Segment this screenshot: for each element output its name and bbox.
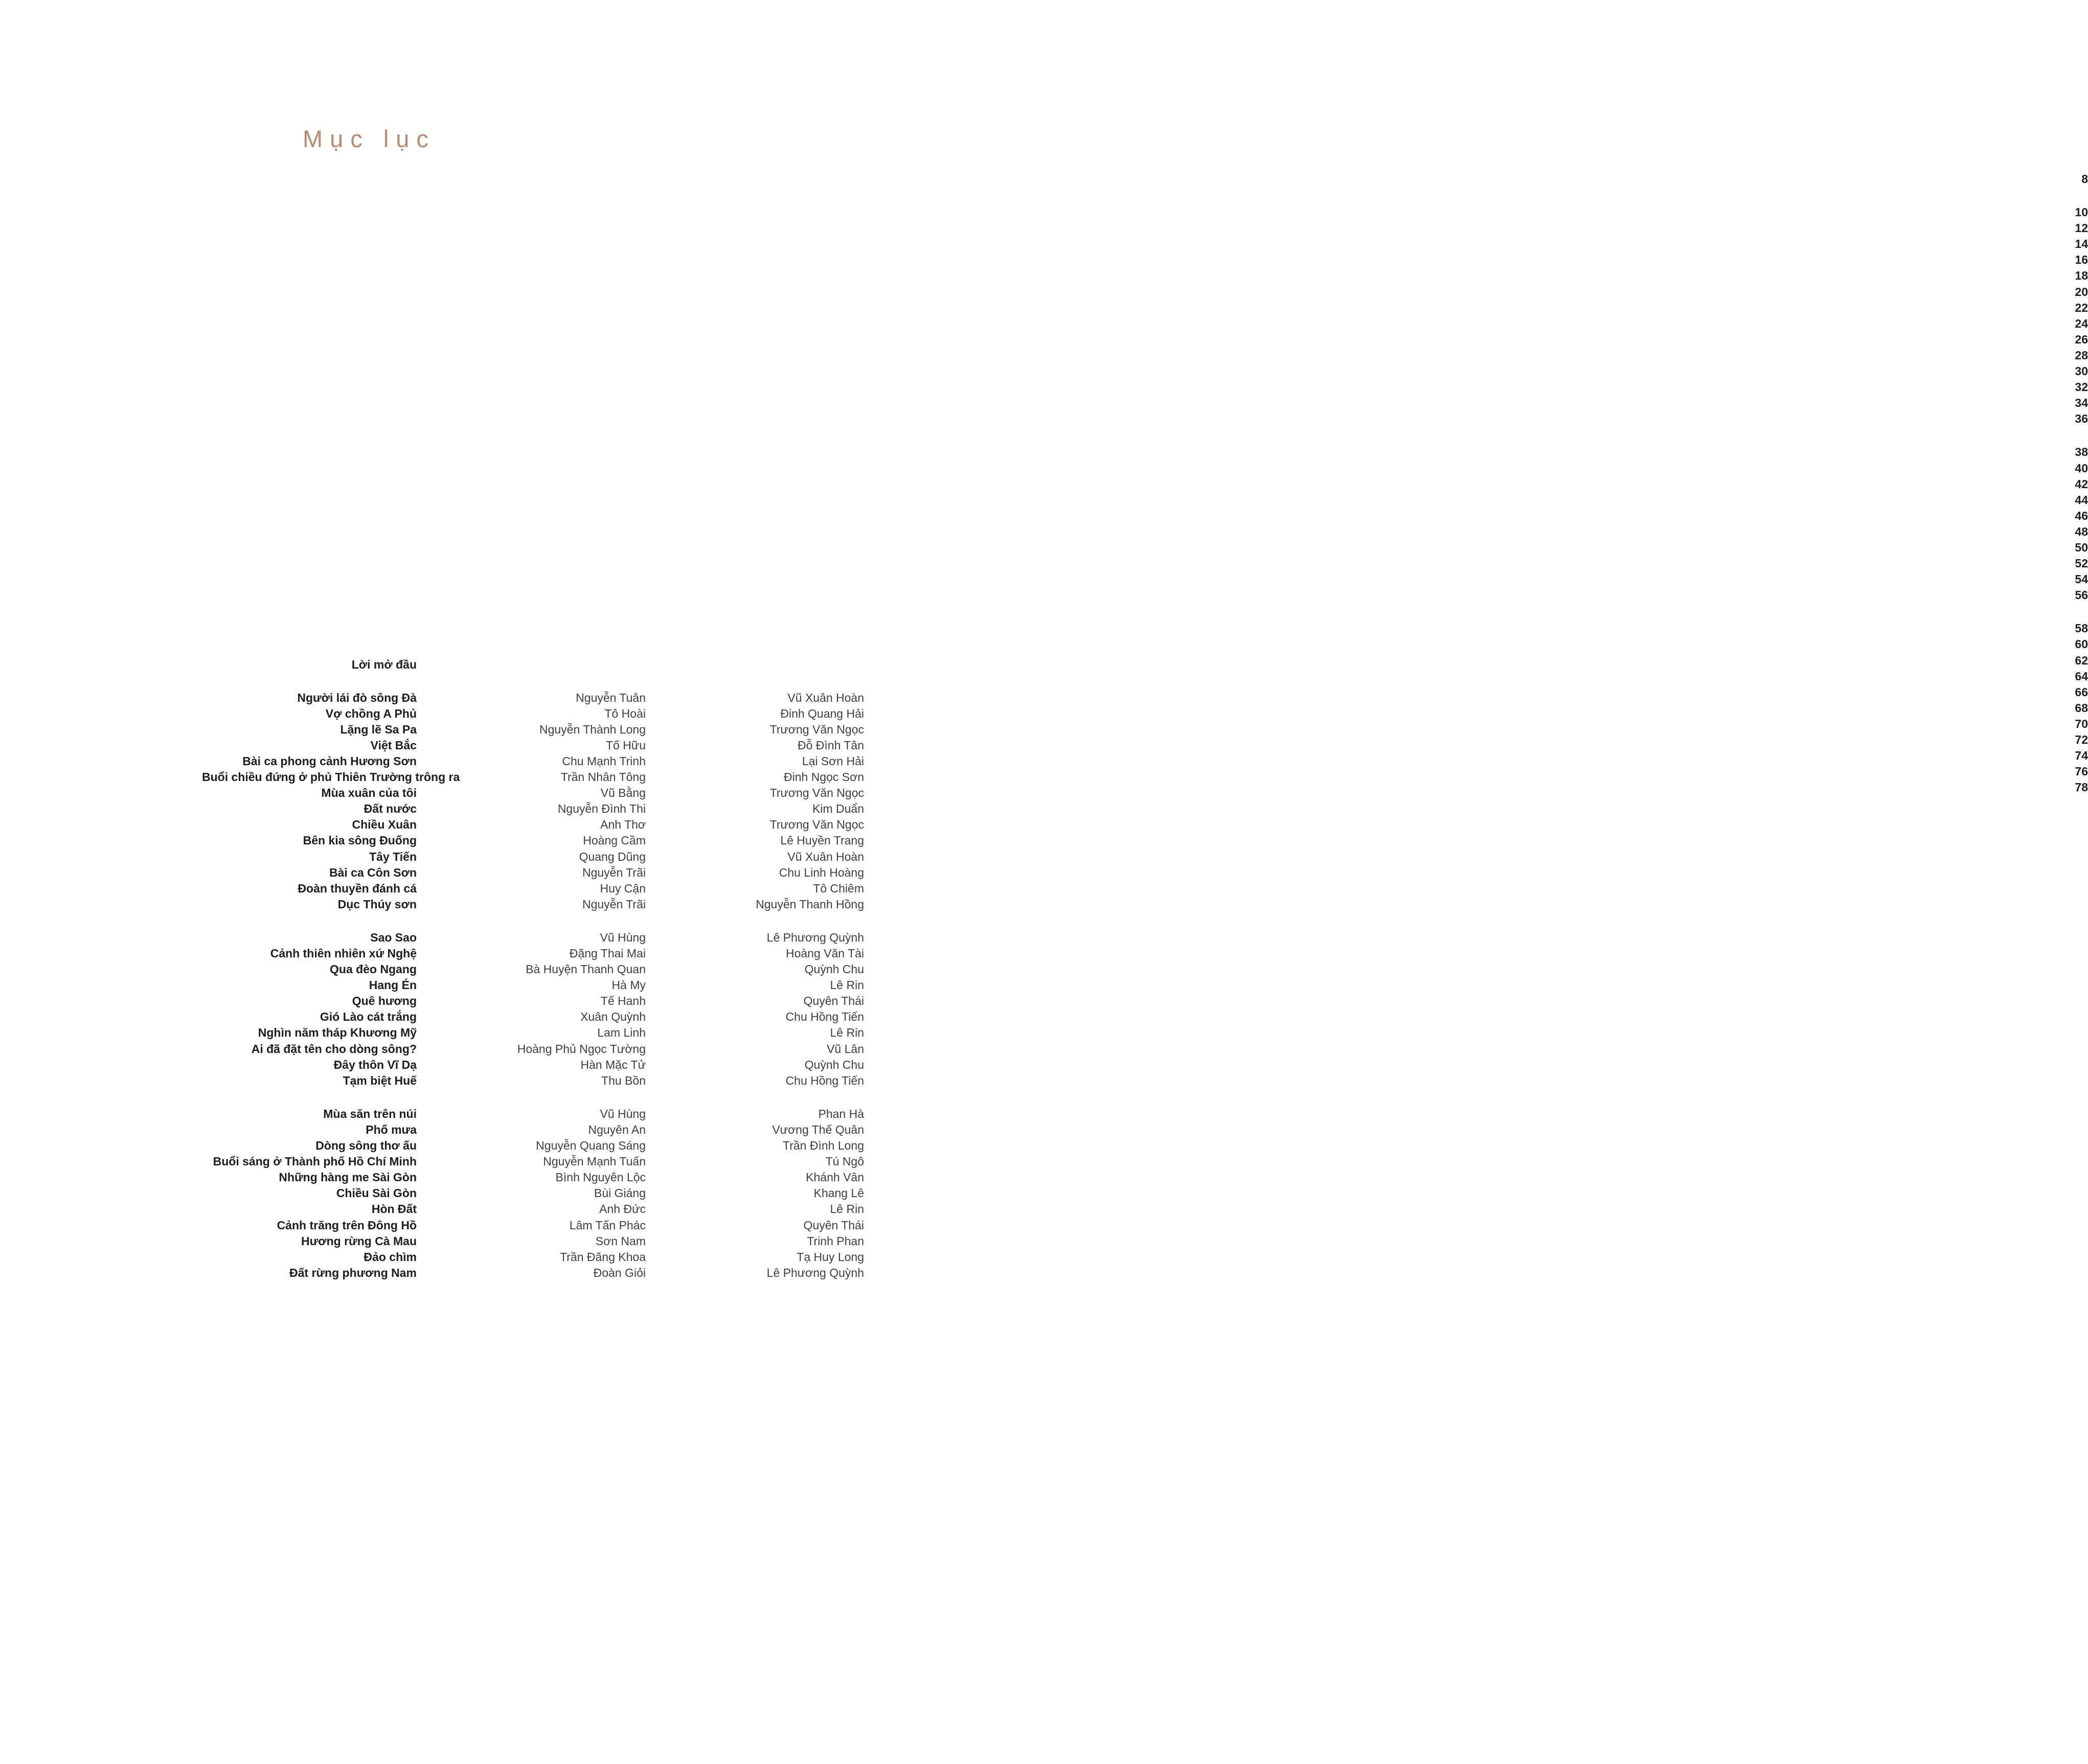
entry-title: Qua đèo Ngang <box>330 963 417 976</box>
entry-author: Nguyễn Thành Long <box>539 722 646 736</box>
entry-author: Đặng Thai Mai <box>569 947 646 960</box>
entry-illustrator: Lại Sơn Hải <box>802 754 864 768</box>
entry-page-number: 48 <box>864 526 2088 1508</box>
entry-title: Chiều Sài Gòn <box>336 1186 417 1200</box>
entry-author: Hoàng Cầm <box>583 834 646 847</box>
entry-author: Vũ Hùng <box>600 930 646 944</box>
entry-title: Dòng sông thơ ấu <box>315 1139 417 1153</box>
entry-page-number: 58 <box>864 623 2088 1605</box>
entry-author: Hàn Mặc Tử <box>580 1058 646 1071</box>
table-of-contents <box>202 172 2088 1279</box>
entry-page-number: 18 <box>864 270 2088 1252</box>
entry-title: Tạm biệt Huế <box>343 1073 417 1087</box>
entry-page-number: 38 <box>864 446 2088 1429</box>
entry-illustrator: Lê Phương Quỳnh <box>766 930 864 944</box>
entry-page-number: 44 <box>864 494 2088 1477</box>
entry-author: Huy Cận <box>600 881 646 895</box>
entry-title: Đất nước <box>364 802 417 816</box>
entry-illustrator: Chu Linh Hoàng <box>779 865 864 879</box>
entry-author: Nguyên An <box>588 1122 646 1136</box>
entry-page-number: 46 <box>864 510 2088 1493</box>
entry-page-number: 16 <box>864 254 2088 1236</box>
entry-title: Bên kia sông Đuống <box>303 834 417 847</box>
entry-title: Cảnh thiên nhiên xứ Nghệ <box>270 947 417 960</box>
entry-illustrator: Tạ Huy Long <box>797 1250 864 1264</box>
entry-illustrator: Chu Hồng Tiến <box>785 1073 864 1087</box>
entry-illustrator: Trương Văn Ngọc <box>769 818 864 832</box>
entry-page-number: 68 <box>864 702 2088 1685</box>
entry-illustrator: Vũ Xuân Hoàn <box>787 850 864 863</box>
entry-author: Sơn Nam <box>595 1234 646 1248</box>
entry-title: Lời mở đầu <box>351 657 417 671</box>
entry-author: Nguyễn Mạnh Tuấn <box>543 1155 646 1169</box>
entry-title: Việt Bắc <box>370 738 417 752</box>
entry-illustrator: Lê Rin <box>830 978 864 992</box>
entry-title: Lặng lẽ Sa Pa <box>340 722 417 736</box>
entry-title: Nghìn năm tháp Khương Mỹ <box>258 1026 417 1040</box>
entry-page-number: 26 <box>864 334 2088 1316</box>
entry-page-number: 76 <box>864 766 2088 1748</box>
entry-page-number: 32 <box>864 381 2088 1364</box>
entry-author: Tố Hữu <box>605 738 646 752</box>
entry-illustrator: Khánh Vân <box>806 1171 864 1184</box>
entry-title: Đoàn thuyền đánh cá <box>298 881 417 895</box>
entry-title: Phố mưa <box>366 1122 417 1136</box>
entry-author: Hà My <box>611 978 646 992</box>
entry-page-number: 42 <box>864 478 2088 1461</box>
entry-author: Vũ Hùng <box>600 1107 646 1120</box>
entry-illustrator: Quỳnh Chu <box>804 1058 864 1071</box>
entry-author: Hoàng Phủ Ngọc Tường <box>517 1042 646 1056</box>
entry-page-number: 50 <box>864 542 2088 1524</box>
entry-page-number: 64 <box>864 671 2088 1653</box>
entry-author: Bình Nguyên Lộc <box>555 1171 646 1184</box>
entry-illustrator: Đinh Ngọc Sơn <box>784 770 864 784</box>
entry-illustrator: Trinh Phan <box>807 1234 864 1248</box>
entry-page-number: 14 <box>864 238 2088 1221</box>
entry-page-number: 30 <box>864 365 2088 1348</box>
entry-illustrator: Khang Lê <box>813 1186 864 1200</box>
entry-title: Buổi sáng ở Thành phố Hồ Chí Minh <box>213 1155 417 1169</box>
entry-page-number: 28 <box>864 350 2088 1332</box>
entry-title: Cảnh trăng trên Đông Hồ <box>277 1218 417 1232</box>
entry-author: Tế Hanh <box>600 994 646 1008</box>
entry-author: Đoàn Giỏi <box>593 1266 646 1279</box>
entry-author: Nguyễn Quang Sáng <box>536 1139 646 1153</box>
entry-page-number: 78 <box>864 782 2088 1764</box>
entry-illustrator: Trương Văn Ngọc <box>769 722 864 736</box>
entry-page-number: 20 <box>864 286 2088 1269</box>
page-title: Mục lục <box>303 125 436 152</box>
entry-page-number: 60 <box>864 638 2088 1621</box>
entry-illustrator: Lê Rin <box>830 1026 864 1040</box>
entry-author: Nguyễn Tuân <box>576 691 646 704</box>
entry-title: Những hàng me Sài Gòn <box>279 1171 417 1184</box>
entry-title: Bài ca Côn Sơn <box>329 865 417 879</box>
entry-author: Xuân Quỳnh <box>580 1010 646 1024</box>
entry-page-number: 52 <box>864 558 2088 1540</box>
entry-illustrator: Quỳnh Chu <box>804 963 864 976</box>
entry-title: Vợ chồng A Phủ <box>325 706 417 720</box>
toc-body <box>202 205 2088 1279</box>
entry-title: Chiều Xuân <box>352 818 417 832</box>
entry-title: Ai đã đặt tên cho dòng sông? <box>251 1042 417 1056</box>
entry-illustrator: Tú Ngô <box>825 1155 864 1169</box>
entry-page-number: 74 <box>864 750 2088 1732</box>
entry-author: Anh Thơ <box>600 818 646 832</box>
entry-author: Thu Bồn <box>601 1073 646 1087</box>
entry-page-number: 70 <box>864 718 2088 1701</box>
entry-page-number: 34 <box>864 397 2088 1380</box>
entry-title: Sao Sao <box>370 930 417 944</box>
entry-author: Trần Đăng Khoa <box>560 1250 646 1264</box>
entry-title: Hương rừng Cà Mau <box>301 1234 417 1248</box>
entry-author: Quang Dũng <box>579 850 646 863</box>
entry-illustrator: Nguyễn Thanh Hồng <box>756 897 864 911</box>
entry-page-number: 66 <box>864 686 2088 1669</box>
entry-page-number: 22 <box>864 302 2088 1285</box>
entry-title: Mùa xuân của tôi <box>321 786 417 800</box>
entry-illustrator: Trương Văn Ngọc <box>769 786 864 800</box>
entry-author: Trần Nhân Tông <box>560 770 646 784</box>
entry-illustrator: Đinh Quang Hải <box>780 706 864 720</box>
entry-author: Bà Huyện Thanh Quan <box>526 963 646 976</box>
entry-illustrator: Hoàng Văn Tài <box>785 947 864 960</box>
entry-author: Lâm Tấn Phác <box>569 1218 646 1232</box>
entry-illustrator: Lê Huyền Trang <box>780 834 864 847</box>
entry-title: Gió Lào cát trắng <box>320 1010 417 1024</box>
entry-page-number: 72 <box>864 734 2088 1716</box>
entry-illustrator: Đỗ Đình Tân <box>798 738 864 752</box>
entry-illustrator: Kim Duẩn <box>812 802 864 816</box>
entry-author: Tô Hoài <box>604 706 646 720</box>
entry-title: Hang Én <box>369 978 417 992</box>
entry-page-number: 24 <box>864 318 2088 1300</box>
entry-illustrator: Lê Phương Quỳnh <box>766 1266 864 1279</box>
entry-illustrator: Phan Hà <box>818 1107 864 1120</box>
entry-illustrator: Lê Rin <box>830 1202 864 1216</box>
entry-title: Quê hương <box>352 994 417 1008</box>
entry-title: Bài ca phong cảnh Hương Sơn <box>242 754 417 768</box>
entry-title: Đất rừng phương Nam <box>289 1266 417 1279</box>
entry-author: Nguyễn Đình Thi <box>557 802 646 816</box>
entry-author: Chu Mạnh Trinh <box>562 754 646 768</box>
entry-illustrator: Trần Đình Long <box>783 1139 864 1153</box>
entry-page-number: 10 <box>864 207 2088 1189</box>
entry-illustrator: Tô Chiêm <box>813 881 864 895</box>
entry-illustrator: Quyên Thái <box>803 994 864 1008</box>
entry-title: Buổi chiều đứng ở phủ Thiên Trường trông ra <box>202 770 460 784</box>
entry-page-number: 12 <box>864 222 2088 1205</box>
entry-author: Nguyễn Trãi <box>582 897 646 911</box>
entry-author: Bùi Giáng <box>594 1186 646 1200</box>
entry-page-number: 54 <box>864 574 2088 1556</box>
entry-author: Lam Linh <box>597 1026 646 1040</box>
entry-title: Mùa săn trên núi <box>323 1107 417 1120</box>
entry-page-number: 36 <box>864 413 2088 1395</box>
entry-title: Hòn Đất <box>371 1202 417 1216</box>
entry-illustrator: Vũ Xuân Hoàn <box>787 691 864 704</box>
entry-title: Đảo chìm <box>364 1250 417 1264</box>
entry-page-number: 62 <box>864 655 2088 1637</box>
entry-author: Nguyễn Trãi <box>582 865 646 879</box>
entry-page-number: 40 <box>864 463 2088 1445</box>
entry-title: Tây Tiến <box>369 850 417 863</box>
entry-title: Người lái đò sông Đà <box>297 691 417 704</box>
entry-title: Dục Thúy sơn <box>337 897 417 911</box>
entry-author: Anh Đức <box>599 1202 646 1216</box>
entry-illustrator: Quyên Thái <box>803 1218 864 1232</box>
entry-illustrator: Vũ Lân <box>827 1042 864 1056</box>
entry-illustrator: Chu Hồng Tiến <box>785 1010 864 1024</box>
entry-title: Đây thôn Vĩ Dạ <box>333 1058 417 1071</box>
entry-illustrator: Vương Thế Quân <box>772 1122 864 1136</box>
entry-page-number: 8 <box>864 173 2088 1156</box>
entry-author: Vũ Bằng <box>600 786 646 800</box>
entry-page-number: 56 <box>864 589 2088 1572</box>
